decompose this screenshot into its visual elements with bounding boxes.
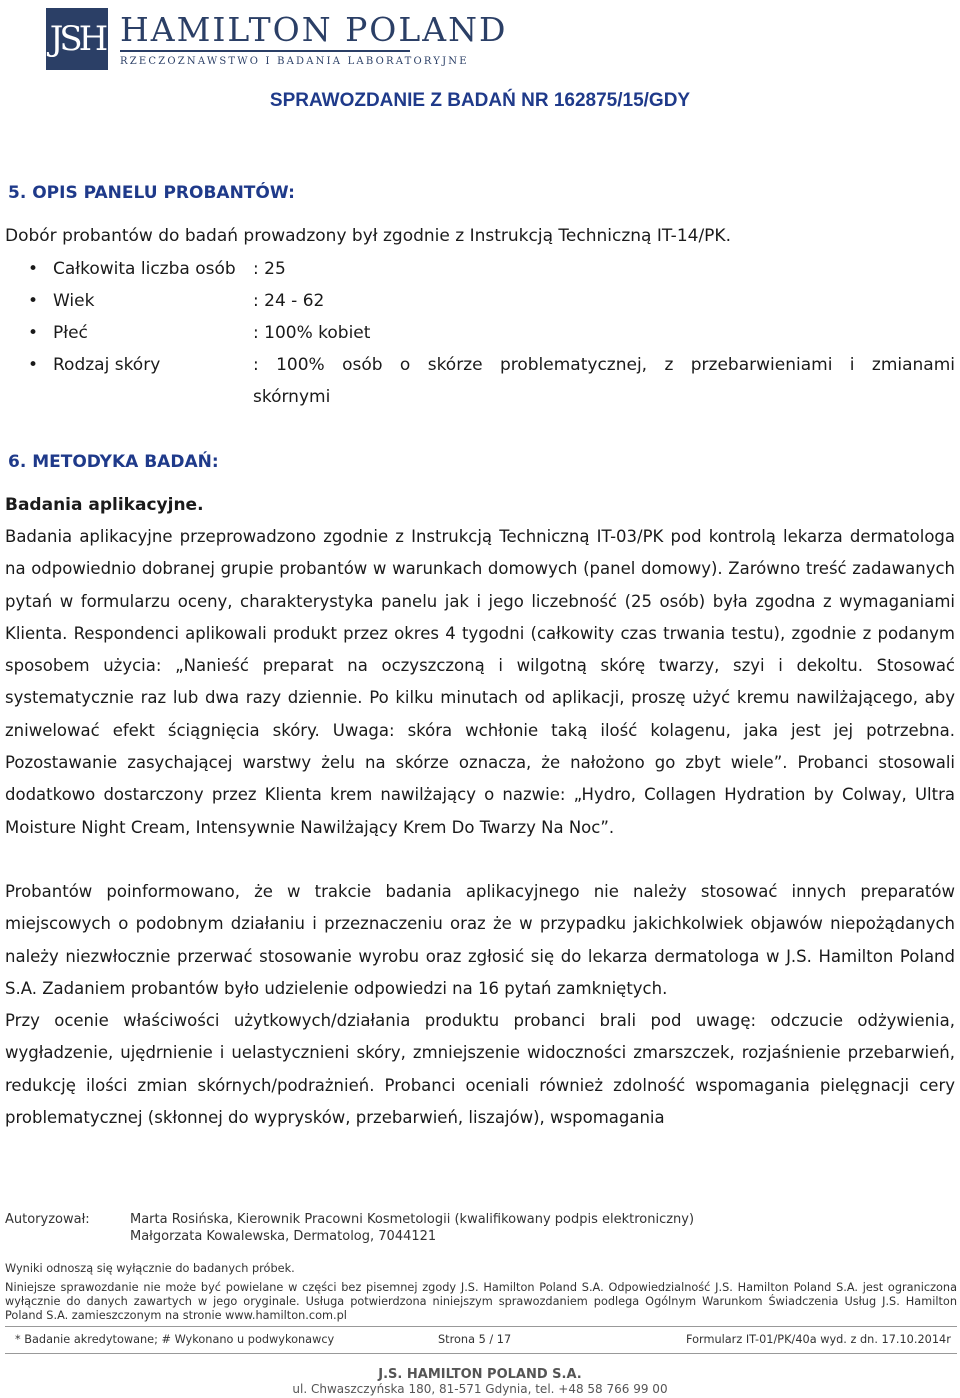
item-value: : 25: [253, 259, 286, 279]
methodology-paragraph-3: Przy ocenie właściwości użytkowych/działania produktu probanci brali pod uwagę: odczucie odżywienia, wygładzenie, ujędrnienie i uelastycznieni skóry, zmniejszenie widoczności zmarszczek, rozjaśnienie przebarwień, redukcję ilości zmian skórnych/podrażnień. Probanci oceniali również zdolność wspomagania pielęgnacji cery problematycznej (skłonnej do wyprysków, przebarwień, liszajów), wspomagania: [5, 1011, 955, 1127]
logo-name: HAMILTON POLAND: [120, 9, 508, 49]
item-label: Rodzaj skóry: [53, 355, 161, 375]
logo-divider: [120, 50, 410, 52]
bullet-icon: •: [28, 291, 39, 311]
item-value-continuation: skórnymi: [253, 387, 331, 407]
signatory-2: Małgorzata Kowalewska, Dermatolog, 7044121: [130, 1229, 437, 1244]
list-item: [28, 349, 955, 381]
accreditation-note: * Badanie akredytowane; # Wykonano u podwykonawcy: [15, 1333, 335, 1346]
logo-subtitle: RZECZOZNAWSTWO I BADANIA LABORATORYJNE: [120, 55, 469, 67]
company-address: ul. Chwaszczyńska 180, 81-571 Gdynia, tel. +48 58 766 99 00: [292, 1382, 668, 1396]
item-value: : 24 - 62: [253, 291, 325, 311]
item-label: Płeć: [53, 323, 88, 343]
logo-text-block: [120, 9, 508, 67]
bullet-icon: •: [28, 259, 39, 279]
form-id: Formularz IT-01/PK/40a wyd. z dn. 17.10.2014r: [686, 1333, 951, 1346]
list-item: [28, 317, 955, 349]
logo-monogram: JSH: [46, 8, 108, 70]
section-5-heading: 5. OPIS PANELU PROBANTÓW:: [8, 183, 295, 203]
section-6-subheading: Badania aplikacyjne.: [5, 495, 204, 515]
section-6-heading: 6. METODYKA BADAŃ:: [8, 452, 219, 472]
page-number: Strona 5 / 17: [438, 1333, 512, 1346]
bullet-icon: •: [28, 355, 39, 375]
item-value: : 100% osób o skórze problematycznej, z przebarwieniami i zmianami: [253, 355, 955, 375]
methodology-paragraph-2: Probantów poinformowano, że w trakcie badania aplikacyjnego nie należy stosować innych preparatów miejscowych o podobnym działaniu i przeznaczeniu oraz że w przypadku jakichkolwiek objawów niepożądanych należy niezwłocznie przerwać stosowanie wyrobu oraz zgłosić się do lekarza dermatologa w J.S. Hamilton Poland S.A. Zadaniem probantów było udzielenie odpowiedzi na 16 pytań zamkniętych.: [5, 882, 955, 998]
footer-divider: [5, 1326, 957, 1327]
item-label: Całkowita liczba osób: [53, 259, 236, 279]
section-5-intro: Dobór probantów do badań prowadzony był zgodnie z Instrukcją Techniczną IT-14/PK.: [5, 226, 731, 246]
bullet-icon: •: [28, 323, 39, 343]
report-title: SPRAWOZDANIE Z BADAŃ NR 162875/15/GDY: [269, 90, 691, 111]
footer-divider-bottom: [5, 1353, 957, 1354]
item-label: Wiek: [53, 291, 95, 311]
methodology-paragraph-1: Badania aplikacyjne przeprowadzono zgodnie z Instrukcją Techniczną IT-03/PK pod kontrolą lekarza dermatologa na odpowiednio dobranej grupie probantów w warunkach domowych (panel domowy). Zarówno treść zadawanych pytań w formularzu oceny, charakterystyka panelu jak i jego liczebność (25 osób) była zgodna z wymaganiami Klienta. Respondenci aplikowali produkt przez okres 4 tygodni (całkowity czas trwania testu), zgodnie z podanym sposobem użycia: „Nanieść preparat na oczyszczoną i wilgotną skórę twarzy, szyi i dekoltu. Stosować systematycznie raz lub dwa razy dziennie. Po kilku minutach od aplikacji, proszę użyć kremu nawilżającego, aby zniwelować efekt ściągnięcia skóry. Uwaga: skóra wchłonie taką ilość kolagenu, jaka jest jej potrzebna. Pozostawanie zasychającej warstwy żelu na skórze oznacza, że nałożono go zbyt wiele”. Probanci stosowali dodatkowo dostarczony przez Klienta krem nawilżający o nazwie: „Hydro, Collagen Hydration by Colway, Ultra Moisture Night Cream, Intensywnie Nawilżający Krem Do Twarzy Na Noc”.: [5, 527, 955, 837]
panel-description-list: [28, 253, 955, 413]
list-item: [28, 285, 955, 317]
item-value: : 100% kobiet: [253, 323, 371, 343]
results-note: Wyniki odnoszą się wyłącznie do badanych próbek.: [5, 1262, 295, 1275]
legal-disclaimer: Niniejsze sprawozdanie nie może być powielane w części bez pisemnej zgody J.S. Hamilton Poland S.A. Odpowiedzialność J.S. Hamilton Poland S.A. jest ograniczona wyłącznie do danych zawartych w jego oryginale. Usługa potwierdzona niniejszym sprawozdaniem podlega Ogólnym Warunkom Świadczenia Usług J.S. Hamilton Poland S.A. zamieszczonym na stronie www.hamilton.com.pl: [5, 1281, 957, 1322]
authorized-label: Autoryzował:: [5, 1212, 90, 1227]
company-name: J.S. HAMILTON POLAND S.A.: [378, 1367, 582, 1382]
signatory-1: Marta Rosińska, Kierownik Pracowni Kosmetologii (kwalifikowany podpis elektroniczny): [130, 1212, 695, 1227]
list-item: [28, 253, 955, 285]
company-logo: [46, 8, 507, 70]
